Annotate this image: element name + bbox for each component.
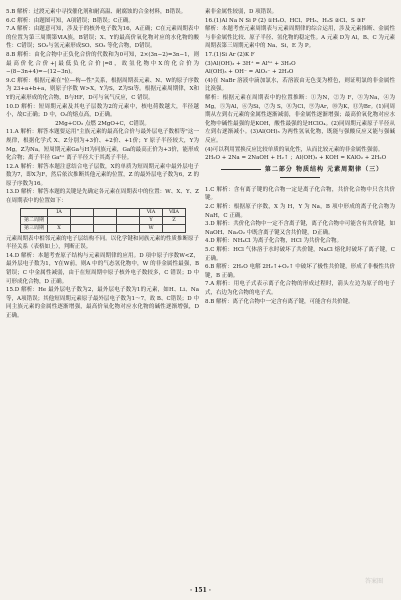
- answer-paragraph: 16.(1)Al Na N Si P (2) ①H₂O、HCl、PH₃、H₂S ②Cl、S ③F: [205, 17, 366, 24]
- equation-line: 2H₂O + 2Na = 2NaOH + H₂↑ ；Al(OH)₃ + KOH = KAlO₂ + 2H₂O: [205, 155, 387, 162]
- table-cell: X: [48, 224, 71, 232]
- table-cell: Z: [163, 216, 186, 224]
- table-cell: ⅥA: [140, 208, 163, 216]
- table-cell: [71, 224, 94, 232]
- table-cell: [117, 216, 140, 224]
- page-number: · 151 ·: [190, 587, 211, 594]
- table-cell: 第三周期: [21, 224, 48, 232]
- answer-paragraph: 解析：根据元素在周期表中的位置推断：①为N，②为 F，③为Na，④为 Mg，⑤为Al，⑥为Si，⑦为 S，⑧为Cl，⑨为Ar，⑩为K，⑪为Br。(1)同周期从左到右元素的金属性逐渐减弱，非金属性逐渐增强；最高价氧化物对应水化物中碱性最强的是KOH，酸性最强的是HClO₄。(2)同周期元素原子半径从左到右逐渐减小。(3)Al(OH)₃ 为两性氢氧化物，既能与强酸反应又能与强碱反应。: [205, 94, 395, 144]
- table-cell: ⅠA: [48, 208, 71, 216]
- answer-paragraph: 3.D 解析：共价化合物中一定不含离子键，离子化合物中可能含有共价键，如 NaOH、Na₂O₂ 中既含离子键又含共价键，D正确。: [205, 221, 395, 236]
- answer-paragraph: 4.D 解析：NH₄Cl 为离子化合物，HCl 为共价化合物。: [205, 238, 342, 245]
- answer-paragraph: 解析：本题考查元素周期表与元素周期律的综合运用，涉及元素推断、金属性与非金属性比较、原子半径、氢化物的稳定性。A 元素 D为 Al，B、C 为元素周期表第三周期元素中的 Na、Si，E 为 P。: [205, 26, 395, 50]
- answer-paragraph: 11.A 解析：解答本题要运用"主族元素的最高化合价与最外层电子数相等"这一规律，根据化学式 X、Z分别为+3价、+2价、+1价；Y 原子半径较大，Y为Mg，Z为Na。短周期元素Ga与H为同族元素，Ga的最高正价为+3价，能形成化合物；离子半径 Ga³⁺ 离子半径大于其离子半径。: [6, 129, 199, 162]
- table-cell: Y: [140, 216, 163, 224]
- watermark-logo: 答案圈: [364, 578, 383, 585]
- table-cell: W: [140, 224, 163, 232]
- table-cell: [117, 208, 140, 216]
- table-row: [21, 216, 186, 224]
- answer-paragraph: 5.C 解析：HCl 气体溶于水时破坏了共价键，NaCl 熔化时破坏了离子键，C 正确。: [205, 247, 395, 262]
- table-cell: [94, 216, 117, 224]
- answer-paragraph: 素非金属性较弱，D 项错误。: [205, 9, 278, 15]
- answer-paragraph: (4)在 NaBr 溶液中滴加氯水，若溶液由无色变为橙色，则证明氯的非金属性比溴强。: [205, 77, 395, 93]
- table-header-row: [21, 208, 186, 216]
- answer-paragraph: 10.D 解析：短周期元素及其电子层数为2的元素中，核电荷数越大，半径越小，故C正确；D 中，O₂的熔点高，D正确。: [6, 103, 199, 119]
- table-cell: [71, 208, 94, 216]
- answer-paragraph: 9.C 解析：根据元素在"位—构—性"关系，根据周期表元素、N、W的原子序数为 23+a+b+a，则原子序数 W>X，Y为S，Z为Si等。根据元素周期律，X和Y的元素形成的化合物，B与HF，D可与氧气反应，C 错误。: [6, 77, 199, 101]
- answer-paragraph: 7.A 解析：由题意可知，涉及于的核外电子数为16，A正确；C在元素周期表中的位置为第三周期第ⅥA族，B错误；X、Y的最高价氧化物对应的水化物的酸性：C错误；SO₂与氢元素形成SO、SO₂ 等化合物，D错误。: [6, 26, 199, 50]
- left-column: [6, 8, 199, 582]
- answer-paragraph: 6.C 解析：由题图可知，A项错误；B错误；C正确。: [6, 17, 134, 24]
- answer-paragraph: 5.B 解析：过渡元素中寻找催化剂和耐高温、耐腐蚀的合金材料，B错误。: [6, 9, 187, 15]
- answer-paragraph: (4)可以利用置换反应比较单质的氧化性，从而比较元素的非金属性强弱。: [205, 146, 384, 153]
- table-cell: [48, 216, 71, 224]
- table-cell: 第二周期: [21, 216, 48, 224]
- answer-paragraph: 17.(1)Si Ar (2)K F: [205, 51, 255, 58]
- equation-line: Al(OH)₃ + OH⁻ = AlO₂⁻ + 2H₂O: [205, 69, 294, 76]
- heading-rule: [221, 169, 261, 170]
- table-cell: [163, 224, 186, 232]
- table-cell: ⅦA: [163, 208, 186, 216]
- answer-paragraph: 6.B 解析：2H₂O 电解 2H₂↑+O₂↑ 中破坏了极性共价键，形成了非极性共价键，B 正确。: [205, 264, 395, 279]
- table-cell: [21, 208, 48, 216]
- table-cell: [94, 208, 117, 216]
- section-heading: [205, 166, 395, 183]
- answer-paragraph: 元素周期表中相邻元素的电子层结构不同。以化学键和同族元素的性质推断原子半径关系（表格如上），判断正误。: [6, 235, 199, 251]
- answer-paragraph: 8.B 解析：离子化合物中一定含有离子键，可能含有共价键。: [205, 298, 354, 305]
- equation-line: 2Mg+CO₂ 点燃 2MgO+C，C错误。: [55, 120, 150, 127]
- answer-paragraph: 13.D 解析：解答本题的关键是先确定各元素在周期表中的位置：W、X、Y、Z 在周期表中的位置如下：: [6, 189, 199, 205]
- table-cell: [94, 224, 117, 232]
- answer-paragraph: 14.D 解析：本题考查原子结构与元素周期律的应用。D 项中原子序数W<Z，最外层电子数为1，Y在W前，则A 中的气态氢化物中，W 的非金属性最强，B错误；C 中金属性减弱，由于在短周期中原子核外电子数较多，C 错误；D 中可形成化合物，D 正确。: [6, 252, 199, 285]
- periodic-table-fragment: [20, 208, 186, 233]
- answer-paragraph: 12.A 解析：解答本题注意结合电子层数，X的单质为短周期元素中最外层电子数为7，即X为F，然后依次推断其他元素的位置，Z 的最外层电子数为6，Z 的原子序数为16。: [6, 163, 199, 187]
- answer-paragraph: 15.D 解析：He 最外层电子数为2，最外层电子数为1的元素，如H、Li、Na等，A项错误；其他短周期元素原子最外层电子数为1～7，故 B、C错误；D 中同主族元素的金属性逐渐增强，最高价氧化物对应水化物的碱性逐渐增强，D 正确。: [6, 287, 199, 319]
- answer-paragraph: 7.A 解析：用电子式表示离子化合物的形成过程时，箭头左边为原子的电子式，右边为化合物的电子式。: [205, 281, 395, 296]
- answer-paragraph: 1.C 解析：含有离子键的化合物一定是离子化合物，共价化合物中只含共价键。: [205, 186, 395, 202]
- section-title: 第二部分 物质结构 元素周期律（三）: [264, 165, 384, 173]
- table-cell: [71, 216, 94, 224]
- right-column: [205, 8, 395, 582]
- table-row: [21, 224, 186, 232]
- table-cell: [117, 224, 140, 232]
- answer-paragraph: 2.C 解析：根据原子序数，X 为 H，Y 为 Na，B 项中形成的离子化合物为 NaH，C 正确。: [205, 204, 395, 219]
- answer-paragraph: 8.B 解析：由化合物中正负化合价的代数和为0可知，2×(3n−2)=3n−1，则最高价化合价+|最低负化合价|=8，故氢化物中X的化合价为−(8−3n+4)=−(12−3n)。: [6, 51, 199, 76]
- heading-rule: [280, 177, 320, 178]
- equation-line: (3)Al(OH)₃ + 3H⁺ = Al³⁺ + 3H₂O: [205, 60, 296, 67]
